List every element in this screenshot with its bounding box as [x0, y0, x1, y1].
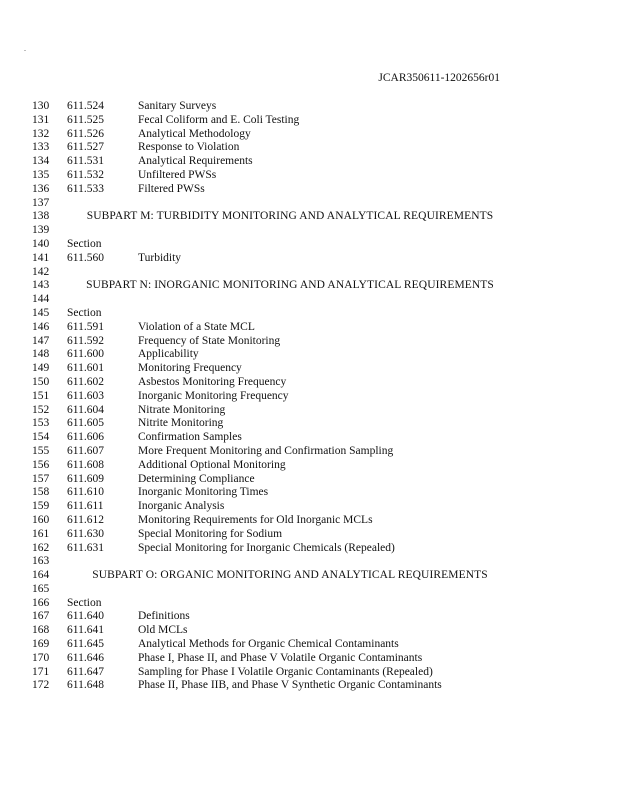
line-number: 150 — [32, 375, 50, 388]
section-title: Monitoring Requirements for Old Inorganic MCLs — [138, 513, 373, 526]
section-title: Inorganic Monitoring Times — [138, 486, 269, 499]
line-number: 139 — [32, 224, 50, 237]
section-number: 611.646 — [67, 651, 104, 664]
section-number: 611.648 — [67, 679, 104, 692]
line-number: 133 — [32, 141, 50, 154]
document-line — [0, 528, 618, 542]
section-title: Analytical Methodology — [138, 127, 251, 140]
document-line — [0, 155, 618, 169]
section-title: Turbidity — [138, 251, 182, 264]
document-line — [0, 335, 618, 349]
document-line — [0, 486, 618, 500]
line-number: 132 — [32, 127, 50, 140]
line-number: 131 — [32, 113, 50, 126]
section-title: Special Monitoring for Inorganic Chemicals (Repealed) — [138, 541, 395, 554]
subpart-heading: SUBPART O: ORGANIC MONITORING AND ANALYTICAL REQUIREMENTS — [92, 569, 488, 582]
document-line — [0, 141, 618, 155]
line-number: 141 — [32, 251, 50, 264]
line-number: 161 — [32, 527, 50, 540]
document-line — [0, 252, 618, 266]
line-number: 130 — [32, 100, 50, 112]
section-title: Monitoring Frequency — [138, 362, 242, 375]
section-title: Definitions — [138, 610, 190, 623]
section-number: 611.526 — [67, 127, 104, 140]
line-number: 163 — [32, 555, 50, 568]
document-line — [0, 624, 618, 638]
document-line — [0, 514, 618, 528]
document-line — [0, 679, 618, 693]
document-line — [0, 293, 618, 307]
line-number: 137 — [32, 196, 50, 209]
section-number: 611.610 — [67, 486, 104, 499]
section-title: Frequency of State Monitoring — [138, 334, 281, 347]
line-number: 149 — [32, 362, 50, 375]
line-number: 142 — [32, 265, 50, 278]
section-number: 611.606 — [67, 431, 104, 444]
document-line — [0, 238, 618, 252]
margin-mark: . — [24, 44, 26, 53]
document-line — [0, 390, 618, 404]
document-line — [0, 445, 618, 459]
section-number: 611.527 — [67, 141, 104, 154]
line-number: 157 — [32, 472, 50, 485]
section-number: 611.600 — [67, 348, 104, 361]
line-number: 144 — [32, 293, 50, 306]
line-number: 154 — [32, 431, 50, 444]
section-number: 611.525 — [67, 113, 104, 126]
section-title: Confirmation Samples — [138, 431, 242, 444]
line-number: 147 — [32, 334, 50, 347]
line-number: 136 — [32, 182, 50, 195]
section-title: Inorganic Monitoring Frequency — [138, 389, 289, 402]
section-title: Additional Optional Monitoring — [138, 458, 286, 471]
line-numbered-text — [0, 100, 618, 693]
section-number: 611.608 — [67, 458, 104, 471]
document-line — [0, 666, 618, 680]
line-number: 140 — [32, 237, 50, 250]
section-number: 611.611 — [67, 500, 104, 513]
section-column-label: Section — [67, 306, 102, 319]
line-number: 169 — [32, 638, 50, 651]
section-title: Analytical Requirements — [138, 155, 253, 168]
line-number: 160 — [32, 513, 50, 526]
document-line — [0, 266, 618, 280]
section-title: Applicability — [138, 348, 199, 361]
document-line — [0, 197, 618, 211]
document-line — [0, 597, 618, 611]
line-number: 135 — [32, 168, 50, 181]
subpart-heading-line — [0, 210, 618, 224]
line-number: 159 — [32, 500, 50, 513]
line-number: 155 — [32, 444, 50, 457]
section-title: Violation of a State MCL — [138, 320, 255, 333]
section-column-label: Section — [67, 596, 102, 609]
document-line — [0, 500, 618, 514]
document-line — [0, 348, 618, 362]
section-title: Inorganic Analysis — [138, 500, 225, 513]
line-number: 143 — [32, 279, 50, 292]
document-id: JCAR350611-1202656r01 — [378, 72, 500, 84]
section-title: Special Monitoring for Sodium — [138, 527, 283, 540]
section-number: 611.609 — [67, 472, 104, 485]
section-title: Sampling for Phase I Volatile Organic Contaminants (Repealed) — [138, 665, 433, 678]
document-line — [0, 100, 618, 114]
section-title: Asbestos Monitoring Frequency — [138, 375, 287, 388]
section-number: 611.602 — [67, 375, 104, 388]
document-line — [0, 307, 618, 321]
document-line — [0, 652, 618, 666]
section-number: 611.612 — [67, 513, 104, 526]
line-number: 172 — [32, 679, 50, 692]
line-number: 170 — [32, 651, 50, 664]
section-title: Phase I, Phase II, and Phase V Volatile Organic Contaminants — [138, 651, 423, 664]
section-title: Old MCLs — [138, 624, 188, 637]
section-number: 611.631 — [67, 541, 104, 554]
line-number: 166 — [32, 596, 50, 609]
document-line — [0, 431, 618, 445]
line-number: 152 — [32, 403, 50, 416]
line-number: 151 — [32, 389, 50, 402]
subpart-heading-line — [0, 279, 618, 293]
section-title: Response to Violation — [138, 141, 240, 154]
section-title: Unfiltered PWSs — [138, 168, 217, 181]
section-title: Phase II, Phase IIB, and Phase V Synthetic Organic Contaminants — [138, 679, 442, 692]
document-line — [0, 542, 618, 556]
document-line — [0, 638, 618, 652]
line-number: 164 — [32, 569, 50, 582]
document-line — [0, 224, 618, 238]
document-line — [0, 417, 618, 431]
section-column-label: Section — [67, 237, 102, 250]
section-number: 611.524 — [67, 100, 104, 112]
document-line — [0, 128, 618, 142]
document-line — [0, 169, 618, 183]
section-number: 611.591 — [67, 320, 104, 333]
document-line — [0, 473, 618, 487]
section-number: 611.647 — [67, 665, 104, 678]
section-title: More Frequent Monitoring and Confirmation Sampling — [138, 444, 394, 457]
line-number: 158 — [32, 486, 50, 499]
section-title: Fecal Coliform and E. Coli Testing — [138, 113, 300, 126]
document-line — [0, 583, 618, 597]
section-number: 611.531 — [67, 155, 104, 168]
line-number: 162 — [32, 541, 50, 554]
document-line — [0, 321, 618, 335]
document-line — [0, 362, 618, 376]
document-line — [0, 183, 618, 197]
section-title: Analytical Methods for Organic Chemical Contaminants — [138, 638, 399, 651]
document-line — [0, 376, 618, 390]
document-line — [0, 114, 618, 128]
line-number: 138 — [32, 210, 50, 223]
section-number: 611.645 — [67, 638, 104, 651]
line-number: 134 — [32, 155, 50, 168]
section-title: Determining Compliance — [138, 472, 255, 485]
section-number: 611.592 — [67, 334, 104, 347]
section-number: 611.533 — [67, 182, 104, 195]
line-number: 167 — [32, 610, 50, 623]
document-line — [0, 459, 618, 473]
section-number: 611.630 — [67, 527, 104, 540]
document-line — [0, 404, 618, 418]
document-line — [0, 555, 618, 569]
section-number: 611.640 — [67, 610, 104, 623]
section-title: Filtered PWSs — [138, 182, 205, 195]
section-number: 611.601 — [67, 362, 104, 375]
section-number: 611.641 — [67, 624, 104, 637]
line-number: 168 — [32, 624, 50, 637]
line-number: 148 — [32, 348, 50, 361]
section-number: 611.560 — [67, 251, 104, 264]
line-number: 156 — [32, 458, 50, 471]
section-number: 611.532 — [67, 168, 104, 181]
line-number: 146 — [32, 320, 50, 333]
subpart-heading: SUBPART N: INORGANIC MONITORING AND ANALYTICAL REQUIREMENTS — [86, 279, 494, 292]
line-number: 165 — [32, 582, 50, 595]
section-number: 611.605 — [67, 417, 104, 430]
line-number: 145 — [32, 306, 50, 319]
section-title: Sanitary Surveys — [138, 100, 217, 112]
section-number: 611.603 — [67, 389, 104, 402]
section-number: 611.607 — [67, 444, 104, 457]
line-number: 171 — [32, 665, 50, 678]
line-number: 153 — [32, 417, 50, 430]
document-line — [0, 610, 618, 624]
section-number: 611.604 — [67, 403, 104, 416]
section-title: Nitrite Monitoring — [138, 417, 224, 430]
subpart-heading-line — [0, 569, 618, 583]
subpart-heading: SUBPART M: TURBIDITY MONITORING AND ANALYTICAL REQUIREMENTS — [86, 210, 494, 223]
section-title: Nitrate Monitoring — [138, 403, 226, 416]
